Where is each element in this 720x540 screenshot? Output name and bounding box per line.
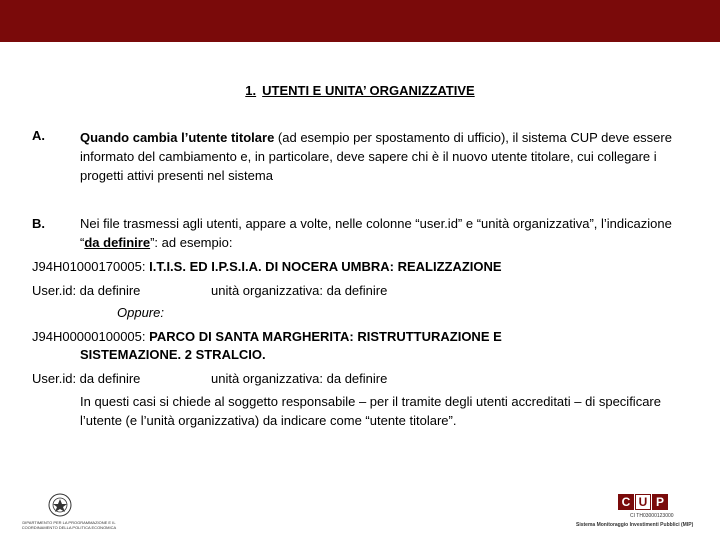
example1-unit: unità organizzativa: da definire <box>211 283 388 298</box>
cup-code: CI TH03000123000 <box>630 513 674 519</box>
section-b-text <box>80 214 680 252</box>
government-logo-text: DIPARTIMENTO PER LA PROGRAMMAZIONE E IL COORDINAMENTO DELLA POLITICA ECONOMICA <box>21 520 117 530</box>
example1-line <box>32 257 502 276</box>
title-text: UTENTI E UNITA’ ORGANIZZATIVE <box>262 83 475 98</box>
cup-letter-u: U <box>635 494 651 510</box>
section-b-part2: ”: ad esempio: <box>150 235 233 250</box>
section-b-label: B. <box>32 216 45 231</box>
title-number: 1. <box>245 83 257 98</box>
section-b-part1: Nei file trasmessi agli utenti, appare a volte, nelle colonne “user.id” e “unità organizzativa”, l’indicazione “ <box>80 216 672 250</box>
oppure-text: Oppure: <box>117 305 164 320</box>
example1-description: I.T.I.S. ED I.P.S.I.A. DI NOCERA UMBRA: REALIZZAZIONE <box>149 259 502 274</box>
section-b-underlined: da definire <box>84 235 151 250</box>
cup-logo <box>618 493 669 511</box>
example2-description-line1: PARCO DI SANTA MARGHERITA: RISTRUTTURAZIONE E <box>149 329 502 344</box>
section-a-rest: (ad esempio per spostamento di ufficio), il sistema CUP deve essere informato del cambiamento e, in particolare, deve sapere chi è il nuovo utente titolare, cui collegare i progetti attivi presenti nel sistema <box>80 130 672 183</box>
section-a-text <box>80 128 686 185</box>
page-title <box>0 83 720 98</box>
cup-letter-p: P <box>652 494 668 510</box>
example2-description-line2: SISTEMAZIONE. 2 STRALCIO. <box>80 347 266 362</box>
example2-unit: unità organizzativa: da definire <box>211 371 388 386</box>
example2-userid: User.id: da definire <box>32 371 141 386</box>
section-a-label: A. <box>32 128 45 143</box>
conclusion-text: In questi casi si chiede al soggetto responsabile – per il tramite degli utenti accreditati – di specificare l’utente (e l’unità organizzativa) da indicare come “utente titolare”. <box>80 394 661 428</box>
header-bar <box>0 0 720 42</box>
cup-caption: Sistema Monitoraggio Investimenti Pubblici (MIP) <box>576 522 694 528</box>
example1-code: J94H01000170005: <box>32 259 150 274</box>
example2-line1 <box>32 327 502 346</box>
cup-letter-c: C <box>618 494 634 510</box>
emblem-icon <box>12 492 122 520</box>
example2-code: J94H00000100005: <box>32 329 150 344</box>
example1-userid: User.id: da definire <box>32 283 141 298</box>
section-a-bold: Quando cambia l’utente titolare <box>80 130 275 145</box>
government-logo <box>12 492 117 532</box>
